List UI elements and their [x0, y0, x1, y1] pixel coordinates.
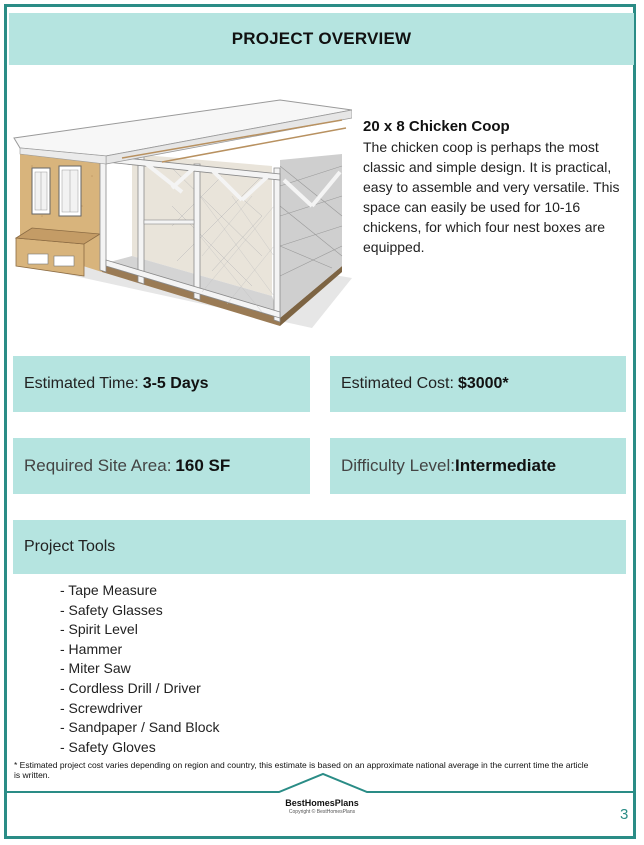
page-number: 3 [620, 806, 629, 823]
footer-brand [0, 798, 644, 815]
list-item: - Safety Glasses [60, 601, 163, 618]
estimated-cost-label: Estimated Cost: [341, 375, 454, 392]
site-area-value: 160 SF [175, 456, 231, 475]
list-item: - Cordless Drill / Driver [60, 679, 201, 696]
project-tools-heading: Project Tools [24, 538, 116, 555]
chicken-coop-illustration [12, 96, 352, 336]
estimated-time-value: 3-5 Days [142, 375, 209, 392]
estimated-time-box [13, 356, 310, 412]
list-item: - Sandpaper / Sand Block [60, 719, 220, 736]
project-description-block [363, 118, 633, 257]
list-item: - Screwdriver [60, 699, 143, 716]
brand-name: BestHomesPlans [285, 798, 359, 808]
estimated-cost-box [330, 356, 626, 412]
list-item: - Miter Saw [60, 660, 131, 677]
site-area-label: Required Site Area: [24, 456, 172, 475]
site-area-box [13, 438, 310, 494]
estimated-time-label: Estimated Time: [24, 375, 139, 392]
list-item: - Hammer [60, 640, 123, 657]
list-item: - Spirit Level [60, 621, 138, 638]
difficulty-value: Intermediate [455, 456, 557, 475]
difficulty-box [330, 438, 626, 494]
difficulty-label: Difficulty Level: [341, 456, 456, 475]
list-item: - Safety Gloves [60, 738, 156, 755]
page-title: PROJECT OVERVIEW [231, 29, 412, 48]
cost-footnote: * Estimated project cost varies depending on region and country, this estimate is based on an approximate national average in the current time the article is written. [14, 760, 589, 780]
footer-divider [7, 772, 633, 794]
section-header [9, 13, 634, 65]
tools-list [60, 581, 220, 757]
copyright-text: Copyright © BestHomesPlans [288, 809, 356, 815]
estimated-cost-value: $3000* [457, 375, 509, 392]
list-item: - Tape Measure [60, 582, 158, 598]
project-title: 20 x 8 Chicken Coop [363, 118, 510, 135]
project-tools-header [13, 520, 626, 574]
project-description: The chicken coop is perhaps the most classic and simple design. It is practical, easy to assemble and very versatile. This space can easily be used for 10-16 chickens, for which four nest boxes are equipped. [363, 139, 620, 255]
